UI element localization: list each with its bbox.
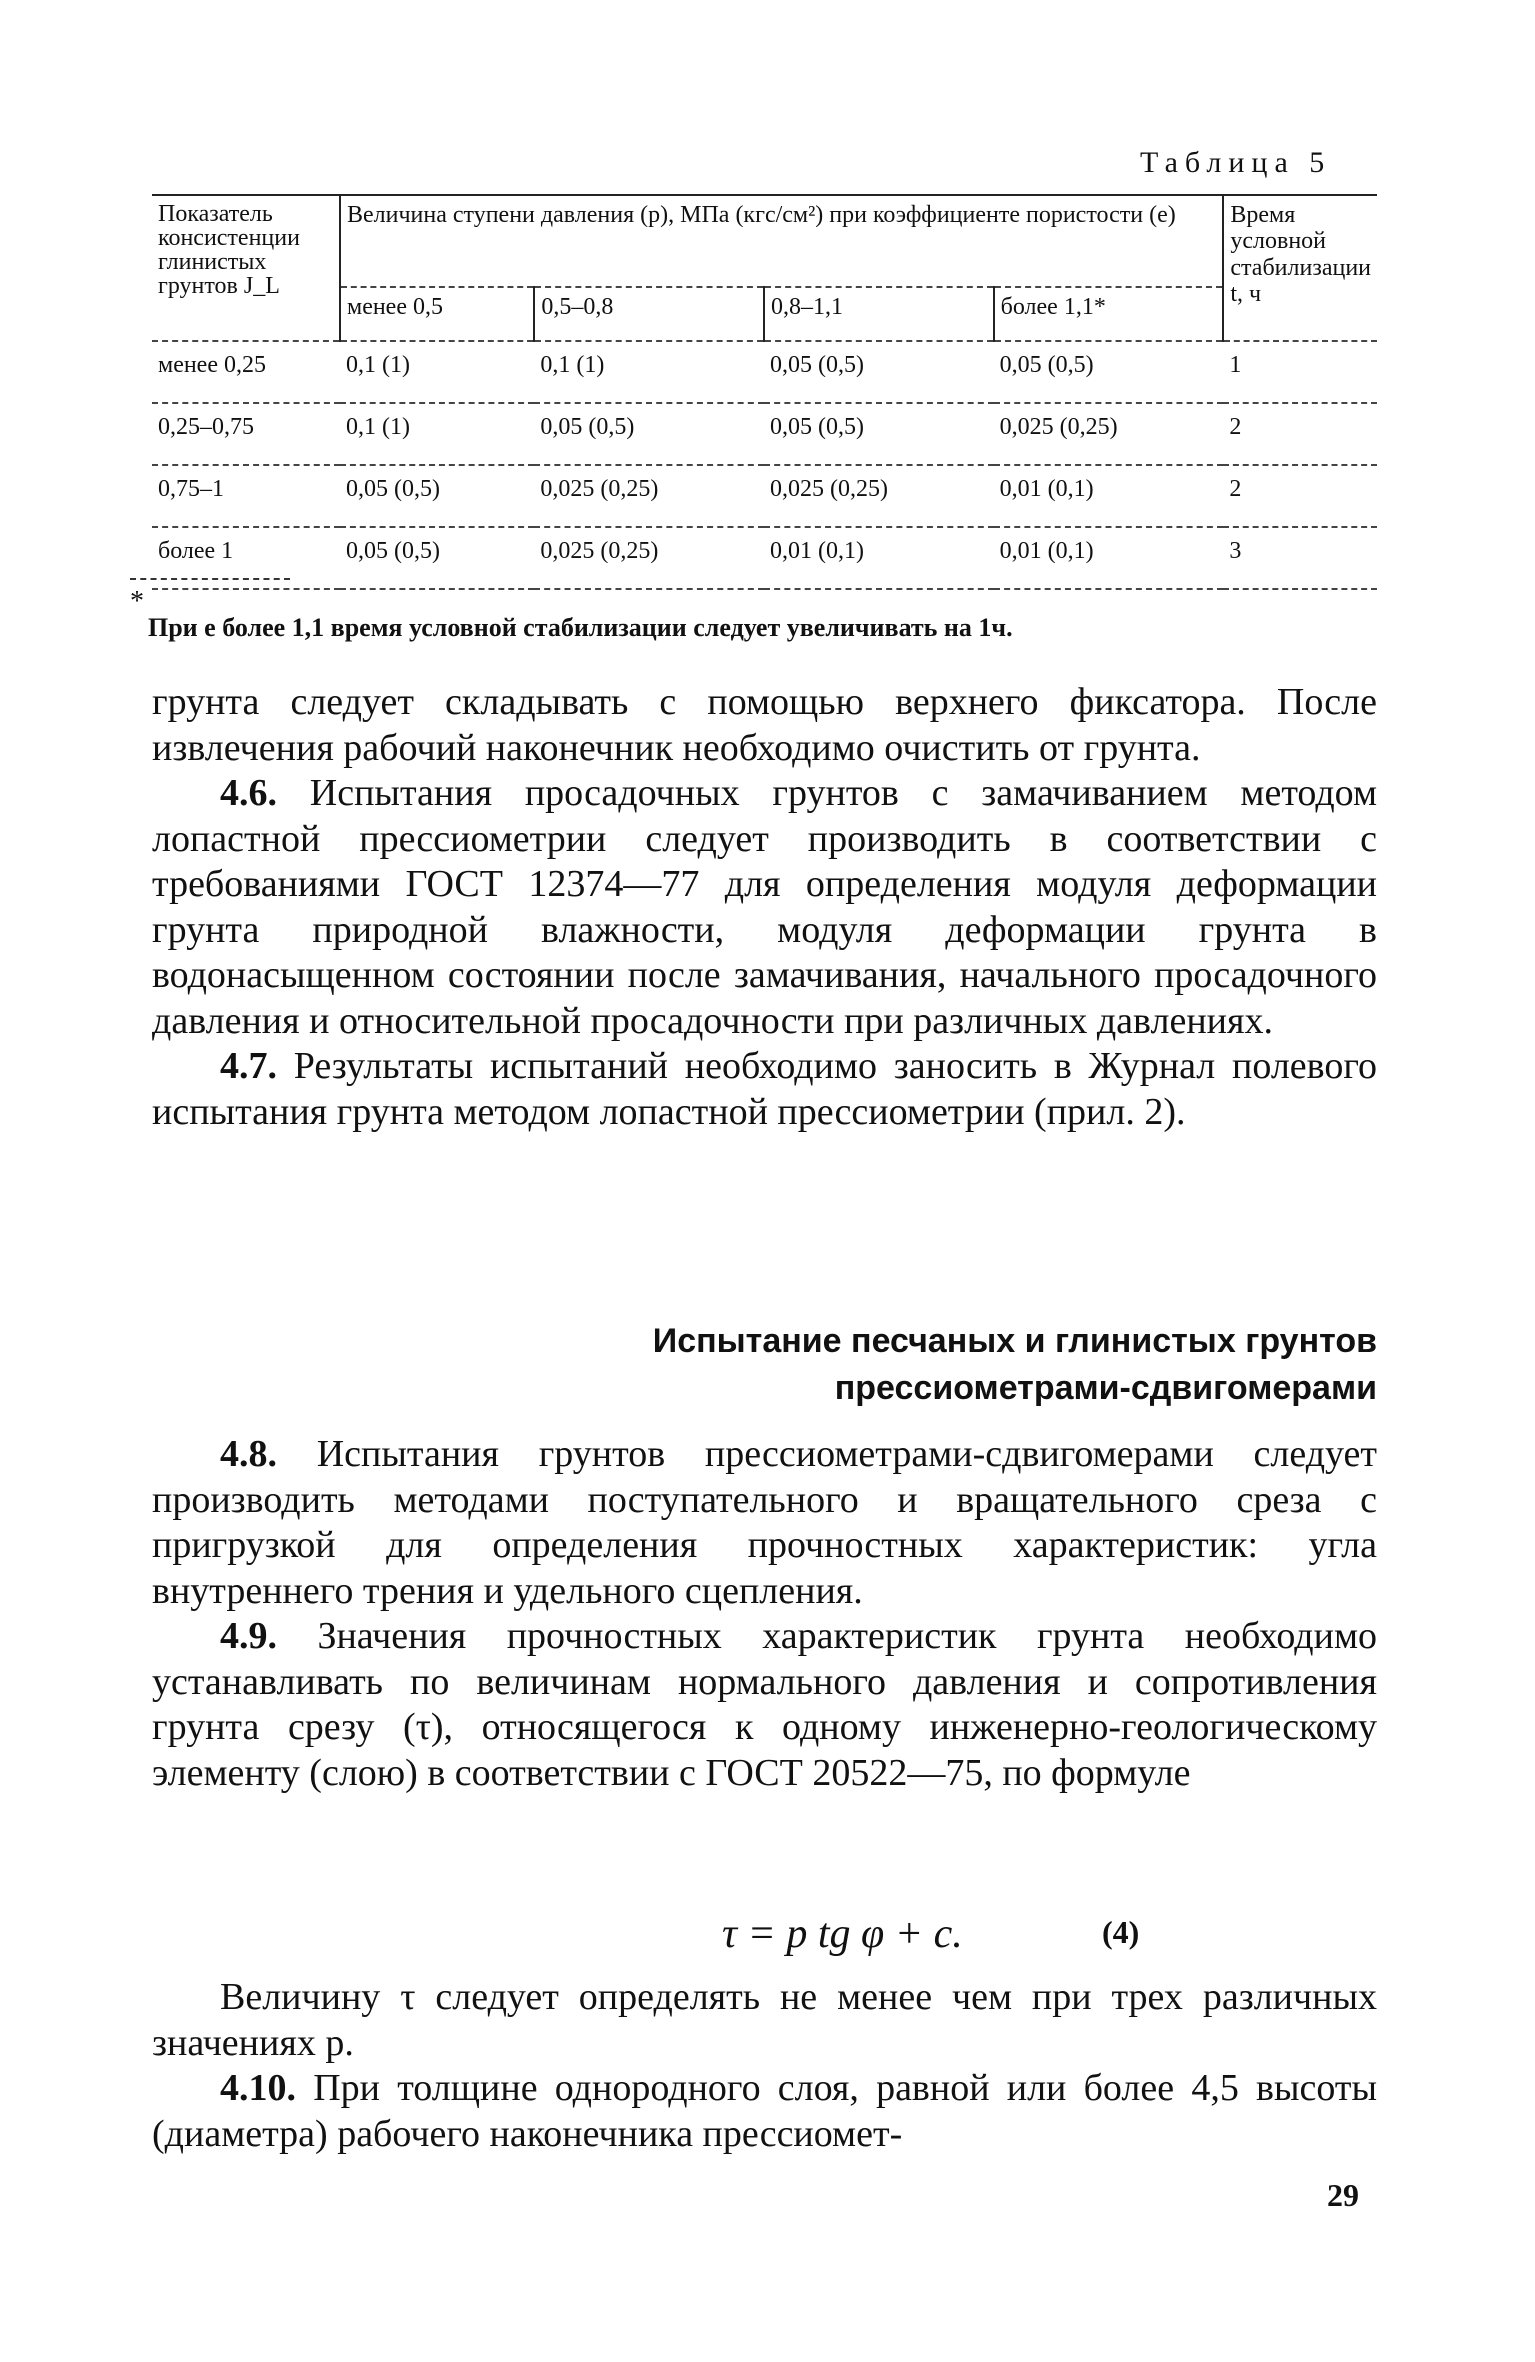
table-cell: 2 — [1223, 465, 1377, 527]
table-cell: 0,05 (0,5) — [764, 341, 994, 403]
section-number: 4.6. — [220, 772, 277, 814]
paragraph-text: При толщине однородного слоя, равной или более 4,5 высоты (диаметра) рабочего наконечника прессиомет- — [152, 2067, 1378, 2155]
formula-expression: τ = p tg φ + c. — [722, 1911, 963, 1957]
header-pressure-group: Величина ступени давления (р), МПа (кгс/см²) при коэффициенте пористости (е) — [340, 195, 1223, 287]
table-cell: 0,05 (0,5) — [534, 403, 764, 465]
page-number: 29 — [1327, 2177, 1359, 2213]
paragraph-4-6 — [152, 771, 1377, 1044]
table-cell: 0,05 (0,5) — [340, 465, 534, 527]
pressure-table — [152, 194, 1377, 590]
table-footnote: При е более 1,1 время условной стабилизации следует увеличивать на 1ч. — [148, 613, 1013, 642]
subheader-cell: более 1,1* — [994, 287, 1224, 341]
table-cell: 0,05 (0,5) — [994, 341, 1224, 403]
section-number: 4.8. — [220, 1433, 277, 1475]
footnote-divider — [130, 578, 290, 580]
body-text-lower — [152, 1432, 1377, 1796]
header-time: Время условной стабилизации t, ч — [1223, 195, 1377, 341]
footnote-mark: * — [130, 586, 144, 617]
table-cell: 0,01 (0,1) — [994, 527, 1224, 589]
section-number: 4.9. — [220, 1615, 277, 1657]
section-heading — [152, 1318, 1377, 1412]
table-row — [152, 465, 1377, 527]
table-cell: 0,05 (0,5) — [340, 527, 534, 589]
subheader-cell: 0,5–0,8 — [534, 287, 764, 341]
table-cell: 0,025 (0,25) — [994, 403, 1224, 465]
formula-number: (4) — [1102, 1914, 1140, 1950]
subheader-cell: 0,8–1,1 — [764, 287, 994, 341]
table-row — [152, 527, 1377, 589]
table-cell: 0,75–1 — [152, 465, 340, 527]
table-cell: 3 — [1223, 527, 1377, 589]
paragraph-continuation: грунта следует складывать с помощью верхнего фиксатора. После извлечения рабочий наконечник необходимо очистить от грунта. — [152, 681, 1377, 769]
paragraph-4-10 — [152, 2066, 1377, 2157]
table-cell: 0,1 (1) — [340, 403, 534, 465]
table-cell: менее 0,25 — [152, 341, 340, 403]
paragraph-4-9 — [152, 1614, 1377, 1796]
body-text-bottom — [152, 1975, 1377, 2157]
table-cell: 0,025 (0,25) — [764, 465, 994, 527]
formula-4 — [152, 1910, 1377, 1960]
table-row — [152, 403, 1377, 465]
section-number: 4.7. — [220, 1045, 277, 1087]
table-cell: 0,025 (0,25) — [534, 465, 764, 527]
body-text-upper — [152, 680, 1377, 1135]
heading-line: Испытание песчаных и глинистых грунтов — [652, 1322, 1377, 1360]
heading-line: прессиометрами-сдвигомерами — [834, 1369, 1377, 1407]
table-cell: 0,01 (0,1) — [994, 465, 1224, 527]
paragraph-text: Испытания грунтов прессиометрами-сдвигомерами следует производить методами поступательного и вращательного среза с пригрузкой для определения прочностных характеристик: угла внутреннего трения и удельного сцепления. — [152, 1433, 1378, 1612]
table-cell: 1 — [1223, 341, 1377, 403]
table-cell: 0,1 (1) — [340, 341, 534, 403]
table-cell: 0,01 (0,1) — [764, 527, 994, 589]
subheader-cell: менее 0,5 — [340, 287, 534, 341]
table-cell: 0,1 (1) — [534, 341, 764, 403]
table-cell: 0,25–0,75 — [152, 403, 340, 465]
paragraph-4-8 — [152, 1432, 1377, 1614]
table-cell: более 1 — [152, 527, 340, 589]
table-caption: Таблица 5 — [1140, 146, 1332, 179]
paragraph-text: Испытания просадочных грунтов с замачиванием методом лопастной прессиометрии следует производить в соответствии с требованиями ГОСТ 12374—77 для определения модуля деформации грунта природной влажности, модуля деформации грунта в водонасыщенном состоянии после замачивания, начального просадочного давления и относительной просадочности при различных давлениях. — [152, 772, 1377, 1042]
table-cell: 0,025 (0,25) — [534, 527, 764, 589]
table-row — [152, 341, 1377, 403]
header-indicator: Показатель консистенции глинистых грунтов J_L — [152, 195, 340, 341]
paragraph-4-7 — [152, 1044, 1377, 1135]
paragraph-tau: Величину τ следует определять не менее чем при трех различных значениях р. — [152, 1976, 1377, 2064]
table-cell: 2 — [1223, 403, 1377, 465]
paragraph-text: Результаты испытаний необходимо заносить в Журнал полевого испытания грунта методом лопастной прессиометрии (прил. 2). — [152, 1045, 1377, 1133]
table-header-row — [152, 195, 1377, 287]
paragraph-text: Значения прочностных характеристик грунта необходимо устанавливать по величинам нормального давления и сопротивления грунта срезу (τ), относящегося к одному инженерно-геологическому элементу (слою) в соответствии с ГОСТ 20522—75, по формуле — [152, 1615, 1377, 1794]
table-cell: 0,05 (0,5) — [764, 403, 994, 465]
section-number: 4.10. — [220, 2067, 296, 2109]
